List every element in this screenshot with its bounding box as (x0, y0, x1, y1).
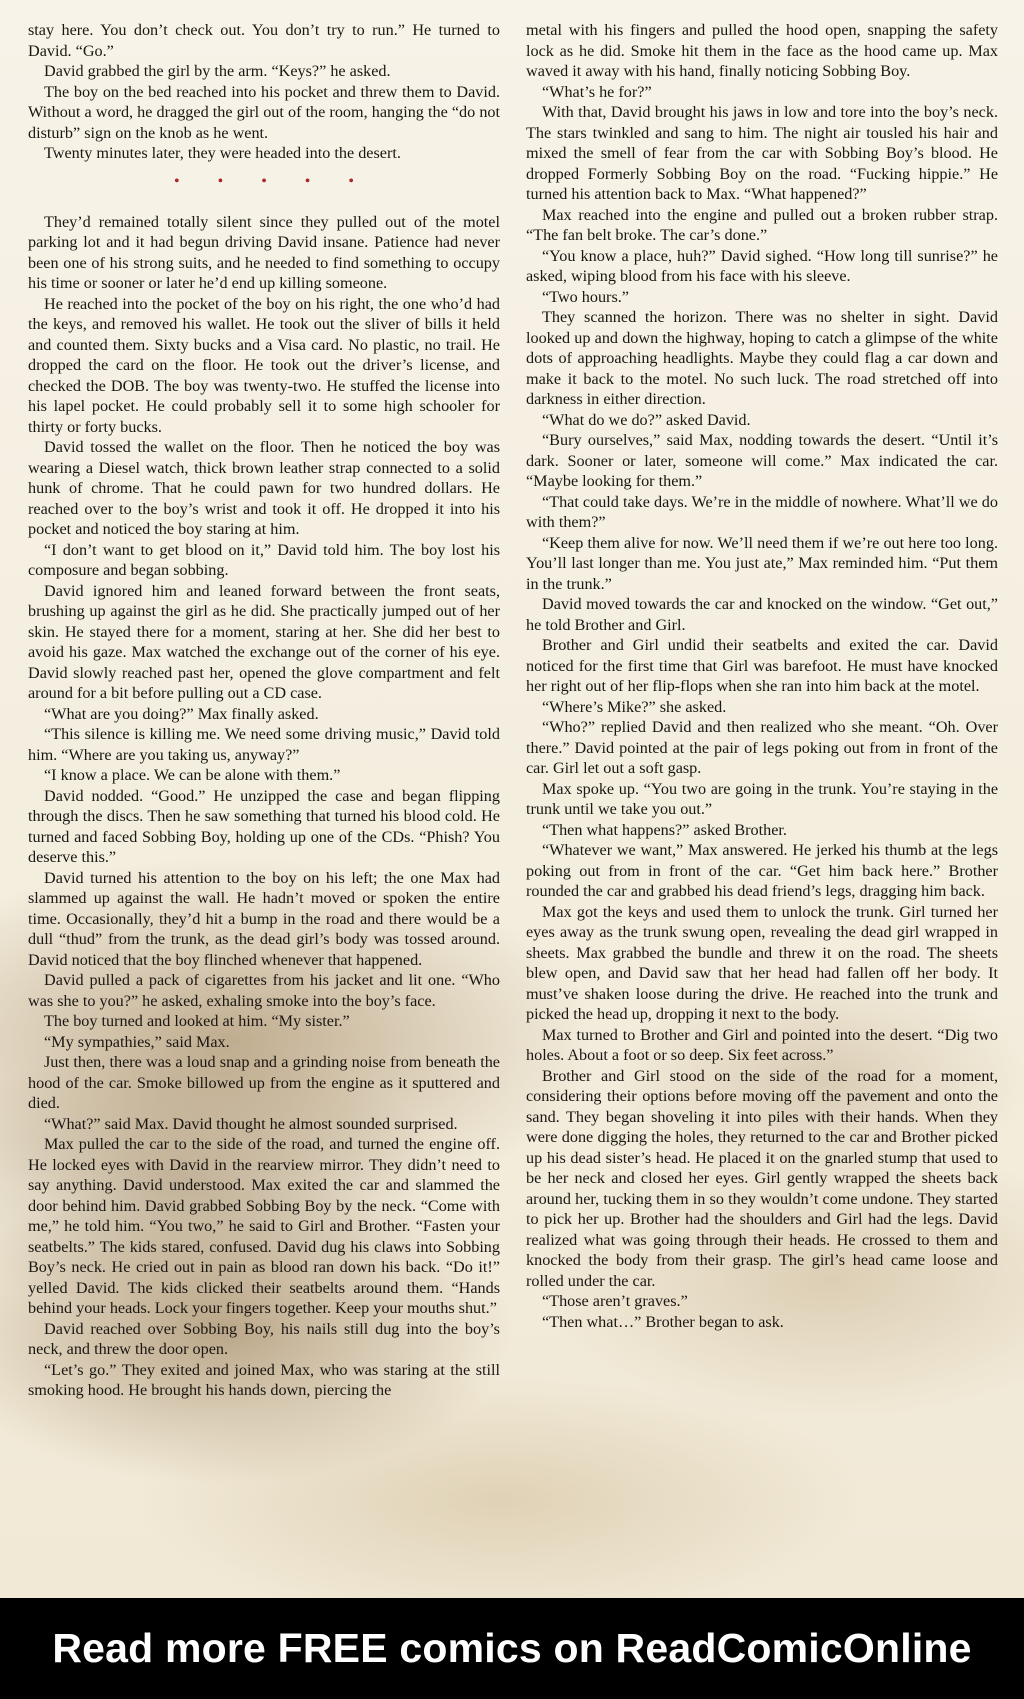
paragraph: “Keep them alive for now. We’ll need them if we’re out here too long. You’ll last longer than me. You just ate,” Max reminded him. “Put them in the trunk.” (526, 533, 998, 593)
paragraph: Max got the keys and used them to unlock the trunk. Girl turned her eyes away as the trunk swung open, revealing the dead girl wrapped in sheets. Max grabbed the bundle and threw it on the road. The sheets blew open, and David saw that her head had fallen off her body. It must’ve shaken loose during the drive. He reached into the trunk and picked the head up, dropping it next to the body. (526, 902, 998, 1023)
promo-banner-text: Read more FREE comics on ReadComicOnline (52, 1625, 972, 1671)
paragraph: David pulled a pack of cigarettes from his jacket and lit one. “Who was she to you?” he asked, exhaling smoke into the boy’s face. (28, 971, 500, 1010)
paragraph: stay here. You don’t check out. You don’t try to run.” He turned to David. “Go.” (28, 21, 500, 60)
paragraph: “Where’s Mike?” she asked. (542, 697, 727, 716)
paragraph: Max reached into the engine and pulled out a broken rubber strap. “The fan belt broke. The car’s done.” (526, 205, 998, 244)
promo-banner[interactable] (0, 1598, 1024, 1699)
paragraph: “What do we do?” asked David. (542, 410, 751, 429)
paragraph: “That could take days. We’re in the middle of nowhere. What’ll we do with them?” (526, 492, 998, 531)
section-break-dot: • (217, 172, 224, 190)
paragraph: metal with his fingers and pulled the hood open, snapping the safety lock as he did. Smoke hit them in the face as the hood came up. Max waved it away with his hand, finally noticing Sobbing Boy. (526, 21, 998, 80)
paragraph: He reached into the pocket of the boy on his right, the one who’d had the keys, and removed his wallet. He took out the sliver of bills it held and counted them. Sixty bucks and a Visa card. No plastic, no trail. He dropped the card on the floor. He took out the driver’s license, and checked the DOB. The boy was twenty-two. He stuffed the license into his lapel pocket. He could probably sell it to some high schooler for thirty or forty bucks. (28, 294, 500, 436)
paragraph: “Let’s go.” They exited and joined Max, who was staring at the still smoking hood. He brought his hands down, piercing the (28, 1360, 500, 1399)
paragraph: “You know a place, huh?” David sighed. “How long till sunrise?” he asked, wiping blood from his face with his sleeve. (526, 246, 998, 285)
paragraph: David nodded. “Good.” He unzipped the case and began flipping through the discs. Then he saw something that turned his blood cold. He turned and faced Sobbing Boy, holding up one of the CDs. “Phish? You deserve this.” (28, 786, 500, 866)
right-text-column (526, 20, 998, 1332)
paragraph: Brother and Girl undid their seatbelts and exited the car. David noticed for the first time that Girl was barefoot. He must have knocked her right out of her flip-flops when she ran into him back at the motel. (526, 636, 998, 695)
paragraph: David reached over Sobbing Boy, his nails still dug into the boy’s neck, and threw the door open. (28, 1319, 500, 1358)
paragraph: “I don’t want to get blood on it,” David told him. The boy lost his composure and began sobbing. (28, 540, 500, 579)
paragraph: David turned his attention to the boy on his left; the one Max had slammed up against the wall. He hadn’t moved or spoken the entire time. Occasionally, they’d hit a bump in the road and there would be a dull “thud” from the trunk, as the dead girl’s body was tossed around. David noticed that the boy flinched whenever that happened. (28, 868, 500, 969)
paragraph: “Then what happens?” asked Brother. (542, 820, 787, 839)
paragraph: Just then, there was a loud snap and a grinding noise from beneath the hood of the car. Smoke billowed up from the engine as it sputtered and died. (28, 1053, 500, 1112)
section-break-dot: • (304, 172, 311, 190)
section-break-dot: • (348, 172, 355, 190)
paragraph: Max spoke up. “You two are going in the trunk. You’re staying in the trunk until we take you out.” (526, 779, 998, 818)
paragraph: “What?” said Max. David thought he almost sounded surprised. (44, 1114, 458, 1133)
paragraph: They scanned the horizon. There was no shelter in sight. David looked up and down the highway, hoping to catch a glimpse of the white dots of approaching headlights. Maybe they could flag a car down and make it back to the motel. No such luck. The road stretched off into darkness in either direction. (526, 308, 998, 408)
paragraph: With that, David brought his jaws in low and tore into the boy’s neck. The stars twinkled and sang to him. The night air tousled his hair and mixed the smell of fear from the car with Sobbing Boy’s blood. He dropped Formerly Sobbing Boy on the road. “Fucking hippie.” He turned his attention back to Max. “What happened?” (526, 103, 998, 203)
paragraph: They’d remained totally silent since they pulled out of the motel parking lot and it had begun driving David insane. Patience had never been one of his strong suits, and he needed to find something to occupy his time or sooner or later he’d end up killing someone. (28, 212, 500, 292)
section-break-dot: • (261, 172, 267, 190)
paragraph: The boy turned and looked at him. “My sister.” (44, 1012, 350, 1030)
paragraph: Twenty minutes later, they were headed into the desert. (44, 144, 401, 162)
paragraph: Max turned to Brother and Girl and pointed into the desert. “Dig two holes. About a foot or so deep. Six feet across.” (526, 1025, 998, 1064)
paragraph: The boy on the bed reached into his pocket and threw them to David. Without a word, he dragged the girl out of the room, hanging the “do not disturb” sign on the knob as he went. (28, 82, 500, 142)
paragraph: “Bury ourselves,” said Max, nodding towards the desert. “Until it’s dark. Sooner or later, someone will come.” Max indicated the car. “Maybe looking for them.” (526, 431, 998, 490)
paragraph: “What are you doing?” Max finally asked. (44, 704, 319, 723)
paragraph: “Those aren’t graves.” (542, 1292, 688, 1310)
paragraph: “Two hours.” (542, 287, 629, 306)
section-break-dot: • (173, 172, 180, 190)
left-text-column (28, 20, 500, 1401)
paragraph: “Then what…” Brother began to ask. (542, 1312, 784, 1331)
paragraph: David tossed the wallet on the floor. Then he noticed the boy was wearing a Diesel watch, thick brown leather strap connected to a solid hunk of chrome. That he could pawn for two hundred dollars. He reached over to the boy’s wrist and took it off. He dropped it into his pocket and noticed the boy staring at him. (28, 438, 500, 538)
paragraph: Brother and Girl stood on the side of the road for a moment, considering their options before moving off the pavement and onto the sand. They began shoveling it into piles with their hands. When they were done digging the holes, they returned to the car and Brother picked up his dead sister’s head. He placed it on the gnarled stump that used to be her neck and closed her eyes. Girl gently wrapped the sheets back around her, tucking them in so they wouldn’t come undone. They started to pick her up. Brother had the shoulders and Girl had the legs. David realized what was going through their heads. He crossed to them and knocked the body from their grasp. The girl’s head came loose and rolled under the car. (526, 1066, 998, 1290)
paragraph: “My sympathies,” said Max. (44, 1032, 230, 1051)
section-break (28, 172, 500, 192)
paragraph: Max pulled the car to the side of the road, and turned the engine off. He locked eyes with David in the rearview mirror. They didn’t need to say anything. David understood. Max exited the car and slammed the door behind him. David grabbed Sobbing Boy by the neck. “Come with me,” he told him. “You two,” he said to Girl and Brother. “Fasten your seatbelts.” The kids stared, confused. David dug his claws into Sobbing Boy’s neck. He cried out in pain as blood ran down his back. “Do it!” yelled David. The kids clicked their seatbelts around them. “Hands behind your heads. Lock your fingers together. Keep your mouths shut.” (28, 1135, 500, 1317)
paragraph: “This silence is killing me. We need some driving music,” David told him. “Where are you taking us, anyway?” (28, 725, 500, 764)
paragraph: “What’s he for?” (542, 82, 652, 101)
paragraph: David ignored him and leaned forward between the front seats, brushing up against the girl as he did. She practically jumped out of her skin. He stayed there for a moment, staring at her. She did her best to avoid his gaze. Max watched the exchange out of the corner of his eye. David slowly reached past her, opened the glove compartment and felt around for a bit before pulling out a CD case. (28, 581, 500, 702)
paragraph: David moved towards the car and knocked on the window. “Get out,” he told Brother and Girl. (526, 595, 998, 634)
paragraph: “Whatever we want,” Max answered. He jerked his thumb at the legs poking out from in front of the car. “Get him back here.” Brother rounded the car and grabbed his dead friend’s legs, dragging him back. (526, 841, 998, 900)
paragraph: “Who?” replied David and then realized who she meant. “Oh. Over there.” David pointed at the pair of legs poking out from in front of the car. Girl let out a soft gasp. (526, 718, 998, 777)
paragraph: “I know a place. We can be alone with them.” (44, 766, 341, 784)
paragraph: David grabbed the girl by the arm. “Keys?” he asked. (44, 62, 391, 80)
